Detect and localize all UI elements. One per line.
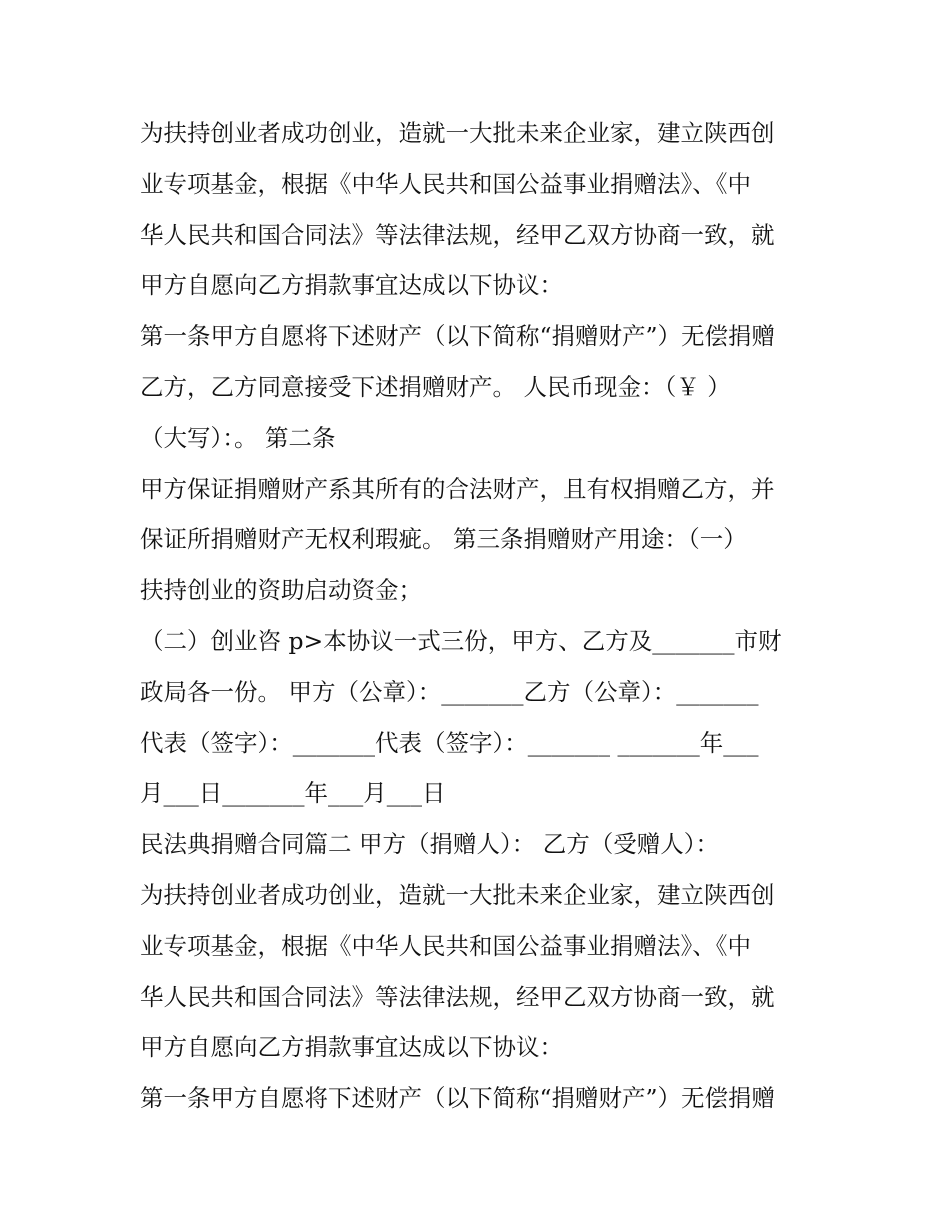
text-line: 华人民共和国合同法》等法律法规，经甲乙双方协商一致，就: [140, 982, 775, 1011]
text-line: 甲方自愿向乙方捐款事宜达成以下协议：: [140, 271, 563, 300]
text-line: 为扶持创业者成功创业，造就一大批未来企业家，建立陕西创: [140, 119, 775, 147]
text-line: 月___日_______年___月___日: [140, 779, 446, 808]
text-line: 第一条甲方自愿将下述财产（以下简称“捐赠财产”）无偿捐赠: [140, 1084, 776, 1113]
text-line: 甲方自愿向乙方捐款事宜达成以下协议：: [140, 1033, 563, 1062]
text-line: 民法典捐赠合同篇二 甲方（捐赠人）： 乙方（受赠人）：: [140, 830, 719, 859]
text-line: 扶持创业的资助启动资金；: [140, 576, 422, 605]
text-line: 业专项基金，根据《中华人民共和国公益事业捐赠法》、《中: [140, 169, 751, 198]
text-line: 代表（签字）：_______代表（签字）：_______ _______年___: [140, 728, 759, 757]
text-line: 第一条甲方自愿将下述财产（以下简称“捐赠财产”）无偿捐赠: [140, 322, 776, 351]
text-line: 甲方保证捐赠财产系其所有的合法财产，且有权捐赠乙方，并: [140, 474, 775, 503]
document-body: [140, 108, 820, 1124]
text-line: 为扶持创业者成功创业，造就一大批未来企业家，建立陕西创: [140, 880, 775, 909]
text-line: 业专项基金，根据《中华人民共和国公益事业捐赠法》、《中: [140, 931, 751, 960]
text-line: 保证所捐赠财产无权利瑕疵。 第三条捐赠财产用途：（一）: [140, 525, 747, 554]
text-line: 乙方，乙方同意接受下述捐赠财产。 人民币现金：（￥ ）: [140, 372, 731, 401]
text-line: （大写）：。 第二条: [140, 423, 336, 452]
text-line: 华人民共和国合同法》等法律法规，经甲乙双方协商一致，就: [140, 220, 775, 249]
text-line: 政局各一份。 甲方（公章）：_______乙方（公章）：_______: [140, 677, 759, 706]
text-line: （二）创业咨 p>本协议一式三份，甲方、乙方及_______市财: [140, 626, 782, 655]
